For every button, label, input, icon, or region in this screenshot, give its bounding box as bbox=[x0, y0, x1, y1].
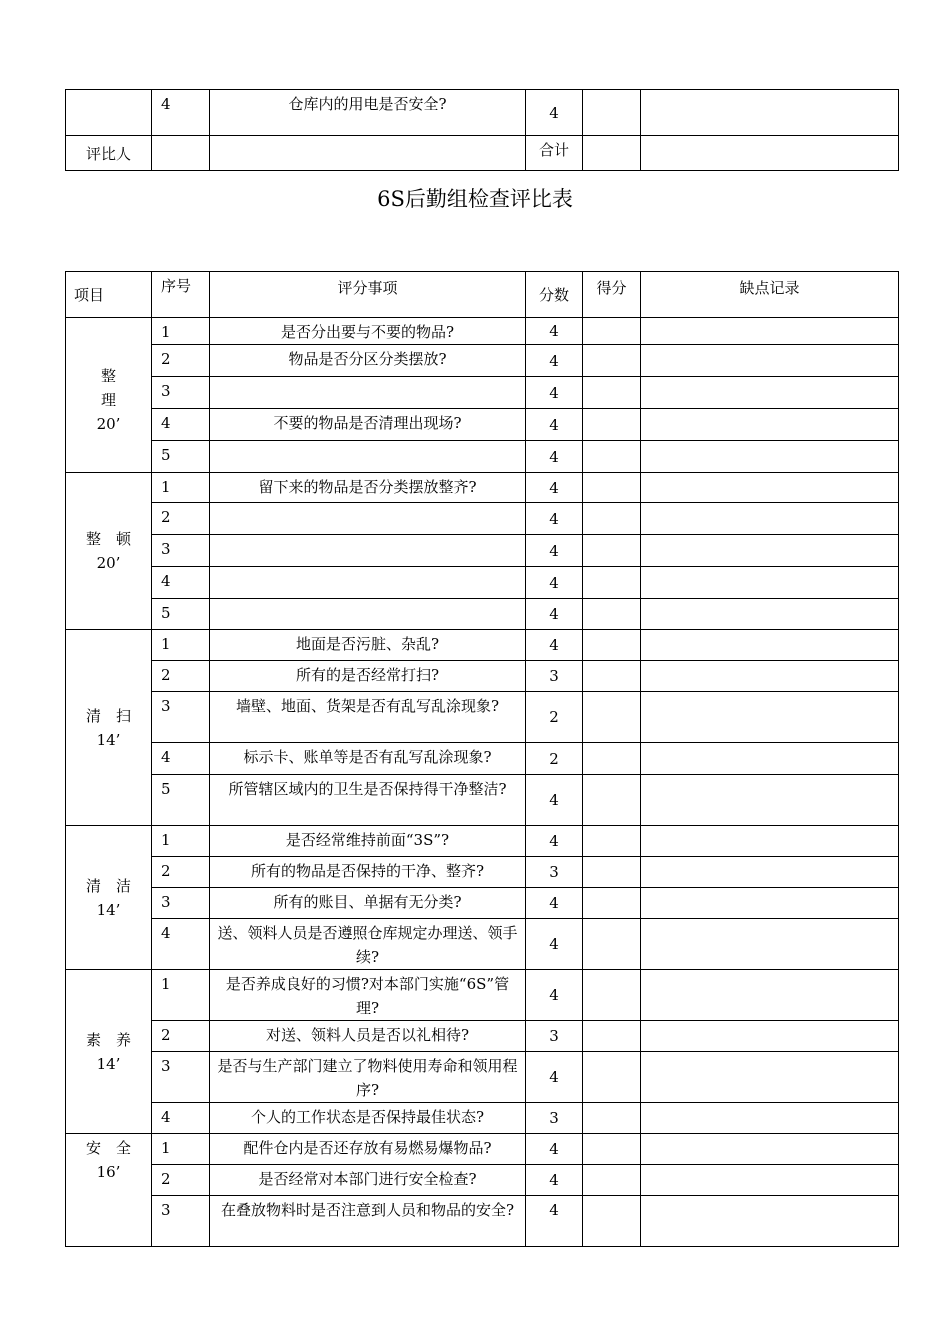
header-defects: 缺点记录 bbox=[641, 272, 899, 318]
got-cell bbox=[583, 1021, 641, 1052]
defects-cell bbox=[641, 661, 899, 692]
item-cell: 留下来的物品是否分类摆放整齐? bbox=[210, 473, 526, 503]
category-cell bbox=[66, 630, 152, 826]
defects-cell bbox=[641, 1196, 899, 1247]
defects-cell bbox=[641, 1134, 899, 1165]
table-row bbox=[66, 1165, 899, 1196]
header-seq: 序号 bbox=[152, 272, 210, 318]
seq-cell: 2 bbox=[152, 1165, 210, 1196]
item-cell: 所有的物品是否保持的干净、整齐? bbox=[210, 857, 526, 888]
seq-cell: 5 bbox=[152, 441, 210, 473]
header-got: 得分 bbox=[583, 272, 641, 318]
defects-cell bbox=[641, 441, 899, 473]
score-cell: 4 bbox=[526, 567, 583, 599]
defects-cell bbox=[641, 1021, 899, 1052]
got-cell bbox=[583, 136, 641, 171]
table-row bbox=[66, 1021, 899, 1052]
score-cell: 2 bbox=[526, 692, 583, 743]
score-cell: 4 bbox=[526, 409, 583, 441]
got-cell bbox=[583, 318, 641, 345]
got-cell bbox=[583, 970, 641, 1021]
category-cell bbox=[66, 970, 152, 1134]
seq-cell: 4 bbox=[152, 1103, 210, 1134]
score-cell: 4 bbox=[526, 90, 583, 136]
defects-cell bbox=[641, 919, 899, 970]
seq-cell: 1 bbox=[152, 473, 210, 503]
header-item: 评分事项 bbox=[210, 272, 526, 318]
category-line: 素 养 bbox=[85, 1030, 131, 1049]
seq-cell: 1 bbox=[152, 826, 210, 857]
seq-cell: 2 bbox=[152, 503, 210, 535]
table-row bbox=[66, 775, 899, 826]
got-cell bbox=[583, 599, 641, 630]
defects-cell bbox=[641, 345, 899, 377]
table-row bbox=[66, 1134, 899, 1165]
defects-cell bbox=[641, 1103, 899, 1134]
got-cell bbox=[583, 826, 641, 857]
item-cell bbox=[210, 377, 526, 409]
item-cell: 地面是否污脏、杂乱? bbox=[210, 630, 526, 661]
item-cell bbox=[210, 136, 526, 171]
seq-cell: 2 bbox=[152, 345, 210, 377]
item-cell: 标示卡、账单等是否有乱写乱涂现象? bbox=[210, 743, 526, 775]
defects-cell bbox=[641, 409, 899, 441]
category-cell bbox=[66, 1134, 152, 1247]
page-title: 6S后勤组检查评比表 bbox=[377, 187, 573, 211]
got-cell bbox=[583, 692, 641, 743]
header-score: 分数 bbox=[526, 272, 583, 318]
table-row bbox=[66, 661, 899, 692]
table-row bbox=[66, 441, 899, 473]
defects-cell bbox=[641, 318, 899, 345]
item-cell bbox=[210, 441, 526, 473]
category-points: 14’ bbox=[96, 730, 121, 749]
item-cell: 所有的账目、单据有无分类? bbox=[210, 888, 526, 919]
item-cell: 仓库内的用电是否安全? bbox=[210, 90, 526, 136]
total-label: 合计 bbox=[526, 136, 583, 171]
category-line: 整 顿 bbox=[85, 530, 131, 548]
seq-cell: 4 bbox=[152, 743, 210, 775]
seq-cell: 4 bbox=[152, 919, 210, 970]
score-cell: 4 bbox=[526, 919, 583, 970]
got-cell bbox=[583, 473, 641, 503]
score-cell: 4 bbox=[526, 473, 583, 503]
table-row bbox=[66, 826, 899, 857]
item-cell: 是否分出要与不要的物品? bbox=[210, 318, 526, 345]
score-cell: 4 bbox=[526, 377, 583, 409]
score-cell: 4 bbox=[526, 535, 583, 567]
table-row bbox=[66, 90, 899, 136]
seq-cell: 5 bbox=[152, 599, 210, 630]
score-cell: 2 bbox=[526, 743, 583, 775]
item-cell: 不要的物品是否清理出现场? bbox=[210, 409, 526, 441]
got-cell bbox=[583, 377, 641, 409]
score-cell: 4 bbox=[526, 1052, 583, 1103]
score-cell: 4 bbox=[526, 318, 583, 345]
item-cell bbox=[210, 535, 526, 567]
category-points: 20’ bbox=[96, 415, 121, 433]
item-cell: 墙壁、地面、货架是否有乱写乱涂现象? bbox=[210, 692, 526, 743]
item-cell: 物品是否分区分类摆放? bbox=[210, 345, 526, 377]
got-cell bbox=[583, 409, 641, 441]
table-row bbox=[66, 409, 899, 441]
table-row bbox=[66, 567, 899, 599]
seq-cell: 4 bbox=[152, 567, 210, 599]
table-row bbox=[66, 377, 899, 409]
defects-cell bbox=[641, 473, 899, 503]
defects-cell bbox=[641, 630, 899, 661]
defects-cell bbox=[641, 567, 899, 599]
defects-cell bbox=[641, 535, 899, 567]
score-cell: 3 bbox=[526, 661, 583, 692]
got-cell bbox=[583, 503, 641, 535]
score-cell: 4 bbox=[526, 775, 583, 826]
seq-cell: 3 bbox=[152, 535, 210, 567]
table-row bbox=[66, 743, 899, 775]
seq-cell: 5 bbox=[152, 775, 210, 826]
defects-cell bbox=[641, 775, 899, 826]
table-row bbox=[66, 888, 899, 919]
defects-cell bbox=[641, 503, 899, 535]
score-cell: 4 bbox=[526, 441, 583, 473]
table-row bbox=[66, 692, 899, 743]
table-row bbox=[66, 630, 899, 661]
got-cell bbox=[583, 630, 641, 661]
seq-cell: 3 bbox=[152, 692, 210, 743]
score-cell: 3 bbox=[526, 857, 583, 888]
header-project: 项目 bbox=[66, 272, 152, 318]
category-points: 20’ bbox=[96, 554, 121, 572]
category-points: 14’ bbox=[96, 1054, 121, 1073]
seq-cell: 1 bbox=[152, 630, 210, 661]
got-cell bbox=[583, 535, 641, 567]
table-row bbox=[66, 970, 899, 1021]
seq-cell: 3 bbox=[152, 1196, 210, 1247]
seq-cell: 1 bbox=[152, 1134, 210, 1165]
defects-cell bbox=[641, 1052, 899, 1103]
table-row bbox=[66, 503, 899, 535]
defects-cell bbox=[641, 692, 899, 743]
score-cell: 4 bbox=[526, 888, 583, 919]
item-cell: 是否经常对本部门进行安全检查? bbox=[210, 1165, 526, 1196]
project-cell bbox=[66, 90, 152, 136]
item-cell: 所管辖区域内的卫生是否保持得干净整洁? bbox=[210, 775, 526, 826]
category-line: 清 洁 bbox=[85, 876, 131, 895]
seq-cell: 2 bbox=[152, 661, 210, 692]
got-cell bbox=[583, 661, 641, 692]
score-cell: 4 bbox=[526, 599, 583, 630]
category-points: 16’ bbox=[96, 1163, 121, 1181]
category-line: 整 bbox=[100, 367, 116, 385]
got-cell bbox=[583, 1165, 641, 1196]
got-cell bbox=[583, 743, 641, 775]
category-line: 理 bbox=[100, 391, 116, 409]
defects-cell bbox=[641, 136, 899, 171]
defects-cell bbox=[641, 1165, 899, 1196]
item-cell: 是否经常维持前面“3S”? bbox=[210, 826, 526, 857]
seq-cell: 3 bbox=[152, 377, 210, 409]
header-row bbox=[66, 272, 899, 318]
score-cell: 4 bbox=[526, 345, 583, 377]
seq-cell: 1 bbox=[152, 318, 210, 345]
seq-cell: 3 bbox=[152, 888, 210, 919]
defects-cell bbox=[641, 970, 899, 1021]
table-row bbox=[66, 1052, 899, 1103]
got-cell bbox=[583, 1134, 641, 1165]
seq-cell: 1 bbox=[152, 970, 210, 1021]
item-cell: 个人的工作状态是否保持最佳状态? bbox=[210, 1103, 526, 1134]
category-cell bbox=[66, 826, 152, 970]
seq-cell: 2 bbox=[152, 1021, 210, 1052]
item-cell: 在叠放物料时是否注意到人员和物品的安全? bbox=[210, 1196, 526, 1247]
got-cell bbox=[583, 888, 641, 919]
seq-cell: 2 bbox=[152, 857, 210, 888]
item-cell: 所有的是否经常打扫? bbox=[210, 661, 526, 692]
item-cell: 送、领料人员是否遵照仓库规定办理送、领手续? bbox=[210, 919, 526, 970]
top-table bbox=[65, 89, 899, 171]
table-row bbox=[66, 1196, 899, 1247]
got-cell bbox=[583, 857, 641, 888]
defects-cell bbox=[641, 888, 899, 919]
seq-cell: 4 bbox=[152, 90, 210, 136]
score-cell: 4 bbox=[526, 1196, 583, 1247]
item-cell bbox=[210, 503, 526, 535]
item-cell bbox=[210, 567, 526, 599]
got-cell bbox=[583, 1103, 641, 1134]
defects-cell bbox=[641, 857, 899, 888]
defects-cell bbox=[641, 826, 899, 857]
defects-cell bbox=[641, 377, 899, 409]
table-row bbox=[66, 473, 899, 503]
category-line: 安 全 bbox=[85, 1139, 131, 1157]
got-cell bbox=[583, 90, 641, 136]
category-points: 14’ bbox=[96, 900, 121, 919]
score-cell: 4 bbox=[526, 1165, 583, 1196]
table-row bbox=[66, 919, 899, 970]
item-cell bbox=[210, 599, 526, 630]
category-cell bbox=[66, 318, 152, 473]
table-row bbox=[66, 318, 899, 345]
score-cell: 3 bbox=[526, 1021, 583, 1052]
score-cell: 4 bbox=[526, 970, 583, 1021]
got-cell bbox=[583, 1196, 641, 1247]
item-cell: 配件仓内是否还存放有易燃易爆物品? bbox=[210, 1134, 526, 1165]
defects-cell bbox=[641, 599, 899, 630]
got-cell bbox=[583, 919, 641, 970]
table-row bbox=[66, 136, 899, 171]
defects-cell bbox=[641, 90, 899, 136]
item-cell: 是否养成良好的习惯?对本部门实施“6S”管理? bbox=[210, 970, 526, 1021]
category-cell bbox=[66, 473, 152, 630]
category-line: 清 扫 bbox=[85, 706, 131, 725]
item-cell: 对送、领料人员是否以礼相待? bbox=[210, 1021, 526, 1052]
table-row bbox=[66, 857, 899, 888]
table-row bbox=[66, 345, 899, 377]
seq-cell: 3 bbox=[152, 1052, 210, 1103]
score-cell: 3 bbox=[526, 1103, 583, 1134]
score-cell: 4 bbox=[526, 826, 583, 857]
reviewer-label: 评比人 bbox=[66, 136, 152, 171]
got-cell bbox=[583, 1052, 641, 1103]
seq-cell: 4 bbox=[152, 409, 210, 441]
item-cell: 是否与生产部门建立了物料使用寿命和领用程序? bbox=[210, 1052, 526, 1103]
score-cell: 4 bbox=[526, 503, 583, 535]
main-table bbox=[65, 271, 899, 1247]
got-cell bbox=[583, 775, 641, 826]
table-row bbox=[66, 1103, 899, 1134]
score-cell: 4 bbox=[526, 1134, 583, 1165]
got-cell bbox=[583, 567, 641, 599]
table-row bbox=[66, 599, 899, 630]
seq-cell bbox=[152, 136, 210, 171]
score-cell: 4 bbox=[526, 630, 583, 661]
got-cell bbox=[583, 345, 641, 377]
got-cell bbox=[583, 441, 641, 473]
table-row bbox=[66, 535, 899, 567]
defects-cell bbox=[641, 743, 899, 775]
